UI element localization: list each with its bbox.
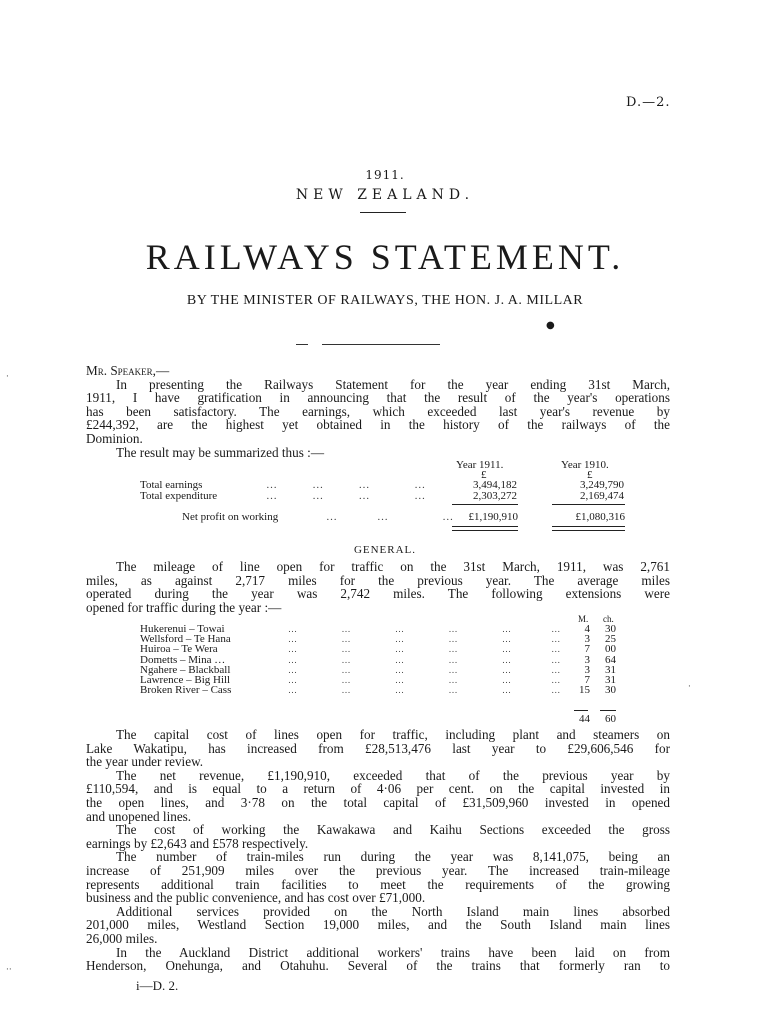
document-year: 1911. <box>365 168 405 182</box>
para1-line: In presenting the Railways Statement for the year ending 31st March, <box>116 376 670 392</box>
extension-miles: 3 <box>584 633 590 646</box>
margin-speck: · <box>688 682 691 692</box>
section-divider-long <box>322 344 440 345</box>
para2-line: miles, as against 2,717 miles for the previous year. The average miles <box>86 572 670 588</box>
net-profit-1910: £1,080,316 <box>575 511 625 523</box>
opening-paragraph <box>86 364 670 459</box>
section-heading-general: GENERAL. <box>353 544 417 556</box>
net-profit-1911: £1,190,910 <box>468 511 518 523</box>
summary-unit-1910: £ <box>587 469 593 481</box>
extension-miles: 4 <box>584 623 590 635</box>
para6-line: The number of train-miles run during the year was 8,141,075, being an <box>116 849 670 865</box>
leader-dots: … … … … … … <box>288 634 563 645</box>
country-heading: NEW ZEALAND. <box>295 187 475 203</box>
para3-line: The capital cost of lines open for traffic, including plant and steamers on <box>116 727 670 742</box>
extension-chains: 30 <box>605 684 616 697</box>
leader-dots: … … … … … … <box>288 675 563 685</box>
extensions-rule-miles <box>574 710 588 711</box>
leader-dots: … … … <box>326 511 456 523</box>
leader-dots: … … … … <box>266 479 428 491</box>
para4-line: The net revenue, £1,190,910, exceeded that of the previous year by <box>116 767 670 783</box>
extensions-col-miles: M. <box>578 614 589 624</box>
title-divider <box>360 212 406 213</box>
print-mark: ● <box>546 320 555 331</box>
page-footer: i—D. 2. <box>136 978 179 993</box>
extension-chains: 31 <box>605 674 616 686</box>
para5-line: earnings by £2,643 and £578 respectively. <box>86 835 309 851</box>
summary-rule-1911 <box>452 504 518 505</box>
para1-line: has been satisfactory. The earnings, which exceeded last year's revenue by <box>86 403 670 419</box>
para3-line: the year under review. <box>86 754 204 770</box>
summary-row-label: Total expenditure <box>140 490 218 502</box>
extension-name: Hukerenui – Towai <box>140 623 225 635</box>
para6-line: represents additional train facilities to meet the requirements of the growing <box>86 876 670 892</box>
extensions-total-chains: 60 <box>605 713 616 725</box>
summary-intro: The result may be summarized thus :— <box>116 444 325 460</box>
summary-col-1910-header: Year 1910. <box>561 459 609 471</box>
para6-line: increase of 251,909 miles over the previous year. The increased train-mileage <box>86 862 670 878</box>
extension-chains: 00 <box>605 643 616 656</box>
page-reference: D.—2. <box>626 95 671 110</box>
net-double-rule-1910 <box>552 526 625 531</box>
para2-line: opened for traffic during the year :— <box>86 599 282 615</box>
leader-dots: … … … … … … <box>288 644 563 655</box>
leader-dots: … … … … … … <box>288 654 563 665</box>
extensions-col-chains: ch. <box>603 614 614 624</box>
net-double-rule-1911 <box>452 526 518 531</box>
para5-line: The cost of working the Kawakawa and Kaihu Sections exceeded the gross <box>116 822 670 838</box>
para8-line: Henderson, Onehunga, and Otahuhu. Several of the trains that formerly ran to <box>86 958 670 974</box>
salutation: Mr. Speaker,— <box>86 363 170 378</box>
extension-name: Ngahere – Blackball <box>140 663 231 676</box>
extension-miles: 7 <box>584 674 590 686</box>
para7-line: Additional services provided on the North Island main lines absorbed <box>116 903 670 919</box>
extensions-rule-chains <box>600 710 616 711</box>
summary-unit-1911: £ <box>481 469 487 481</box>
leader-dots: … … … … … … <box>288 685 563 696</box>
para1-line: £244,392, are the highest yet obtained in the history of the railways of the <box>86 417 670 433</box>
extensions-total-miles: 44 <box>579 713 590 725</box>
extension-chains: 25 <box>605 633 616 646</box>
margin-speck: ·· <box>6 965 12 975</box>
para2-line: operated during the year was 2,742 miles. The following extensions were <box>86 586 670 602</box>
extension-name: Lawrence – Big Hill <box>140 674 231 686</box>
leader-dots: … … … … … … <box>288 624 563 634</box>
para1-line: Dominion. <box>86 430 143 446</box>
para4-line: and unopened lines. <box>86 808 192 824</box>
page-title: RAILWAYS STATEMENT. <box>145 237 625 277</box>
byline: BY THE MINISTER OF RAILWAYS, THE HON. J. A. MILLAR <box>186 293 584 308</box>
para2-line: The mileage of line open for traffic on the 31st March, 1911, was 2,761 <box>116 559 670 574</box>
extension-miles: 7 <box>584 643 590 656</box>
extension-chains: 31 <box>605 663 616 676</box>
summary-cell-1911: 2,303,272 <box>473 490 517 502</box>
summary-rule-1910 <box>552 504 625 505</box>
para3-line: Lake Wakatipu, has increased from £28,513,476 last year to £29,606,546 for <box>86 740 670 756</box>
para8-line: In the Auckland District additional workers' trains have been laid on from <box>116 944 670 960</box>
summary-cell-1911: 3,494,182 <box>473 479 517 491</box>
extension-name: Dometts – Mina … <box>140 653 226 666</box>
section-divider-short <box>296 344 308 345</box>
leader-dots: … … … … … … <box>288 664 563 675</box>
summary-cell-1910: 3,249,790 <box>580 479 624 491</box>
mileage-paragraph <box>86 560 670 614</box>
body-paragraphs <box>86 728 670 973</box>
extension-name: Wellsford – Te Hana <box>140 633 231 646</box>
margin-speck: · <box>6 372 9 382</box>
extension-miles: 3 <box>584 663 590 676</box>
extension-miles: 15 <box>579 684 590 697</box>
summary-cell-1910: 2,169,474 <box>580 490 624 502</box>
extension-chains: 64 <box>605 653 616 666</box>
extension-name: Huiroa – Te Wera <box>140 643 218 656</box>
para1-line: 1911, I have gratification in announcing that the result of the year's operations <box>86 390 670 406</box>
summary-col-1911-header: Year 1911. <box>456 459 504 471</box>
extension-chains: 30 <box>605 623 616 635</box>
leader-dots: … … … … <box>266 490 428 502</box>
para4-line: the open lines, and 3·78 on the total capital of £31,509,960 invested in opened <box>86 794 670 810</box>
para7-line: 201,000 miles, Westland Section 19,000 miles, and the South Island main lines <box>86 917 670 933</box>
para6-line: business and the public convenience, and has cost over £71,000. <box>86 890 426 906</box>
para4-line: £110,594, and is equal to a return of 4·06 per cent. on the capital invested in <box>86 781 670 797</box>
extension-miles: 3 <box>584 653 590 666</box>
para7-line: 26,000 miles. <box>86 930 158 946</box>
extension-name: Broken River – Cass <box>140 684 232 697</box>
net-profit-label: Net profit on working <box>182 511 279 523</box>
summary-row-label: Total earnings <box>140 479 203 491</box>
